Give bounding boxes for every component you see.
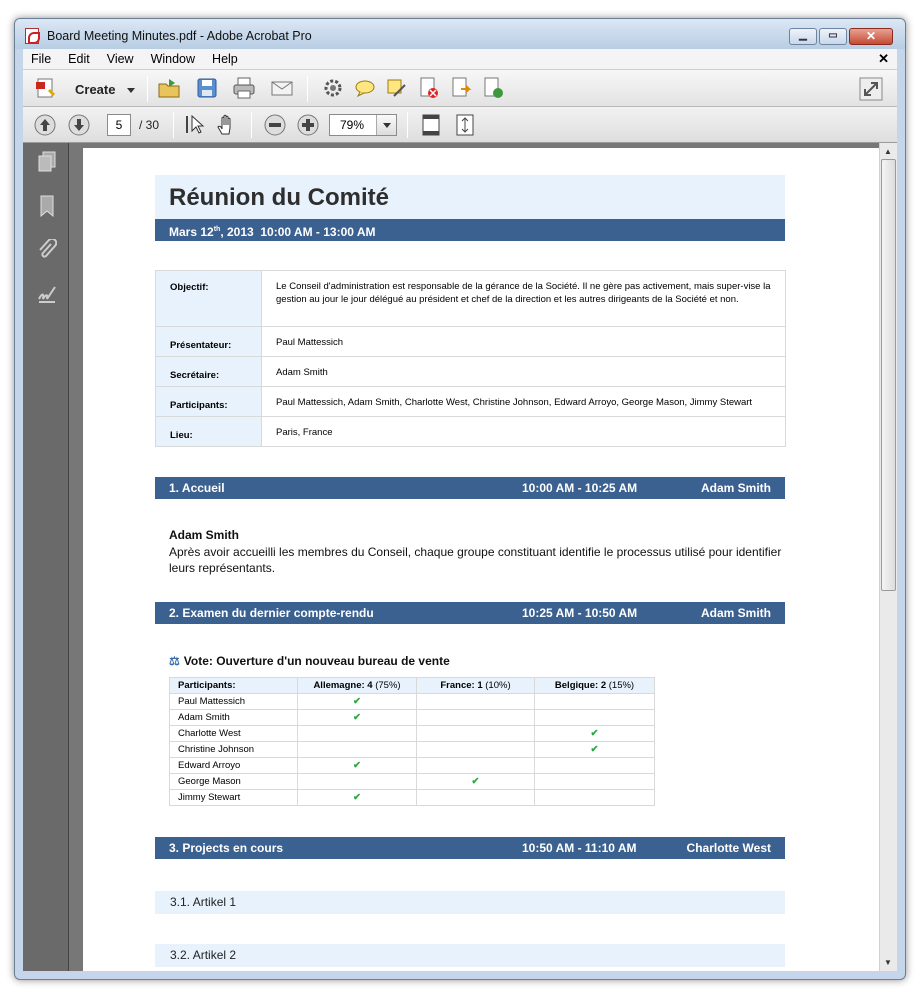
scrollbar-thumb[interactable] — [881, 159, 896, 591]
vote-row — [170, 742, 655, 758]
section-time: 10:25 AM - 10:50 AM — [522, 606, 638, 620]
menu-window[interactable]: Window — [150, 52, 196, 66]
vote-cell — [535, 774, 655, 790]
hand-tool-icon[interactable] — [215, 113, 239, 137]
vote-row — [170, 710, 655, 726]
meeting-date-suffix: th — [213, 226, 221, 233]
select-tool-icon[interactable] — [183, 113, 207, 137]
info-key: Participants: — [156, 387, 262, 417]
attachments-panel-icon[interactable] — [37, 239, 57, 261]
vote-participant: Charlotte West — [170, 726, 298, 742]
page-navigation-toolbar — [23, 107, 897, 143]
minimize-icon: ▁ — [799, 30, 807, 41]
section-presenter: Adam Smith — [700, 606, 771, 620]
create-pdf-icon[interactable] — [35, 76, 59, 100]
section-presenter: Charlotte West — [686, 841, 771, 855]
pdf-page — [83, 148, 879, 971]
vote-title: Vote: Ouverture d'un nouveau bureau de vente — [183, 654, 450, 668]
page-total: / 30 — [139, 118, 160, 132]
print-icon[interactable] — [232, 76, 256, 100]
vote-row — [170, 726, 655, 742]
vote-cell — [417, 742, 535, 758]
info-value: Paul Mattessich, Adam Smith, Charlotte West, Christine Johnson, Edward Arroyo, George Mason, Jimmy Stewart — [262, 387, 786, 417]
meeting-date-prefix: Mars 12 — [169, 225, 214, 239]
section-paragraph: Après avoir accueilli les membres du Conseil, chaque groupe constituant identifie le processus utilisé pour identifier leurs représentants. — [169, 545, 782, 575]
vote-header-cell — [417, 678, 535, 694]
vote-participant: Edward Arroyo — [170, 758, 298, 774]
bookmarks-panel-icon[interactable] — [37, 195, 57, 217]
menu-view[interactable]: View — [106, 52, 134, 66]
section-title: 3. Projects en cours — [169, 841, 284, 855]
document-title: Réunion du Comité — [155, 175, 785, 219]
menu-help[interactable]: Help — [212, 52, 238, 66]
vote-cell — [535, 694, 655, 710]
close-button[interactable] — [849, 28, 893, 45]
info-key: Objectif: — [156, 271, 262, 327]
create-dropdown-icon[interactable] — [127, 88, 135, 93]
meeting-info-table — [155, 270, 786, 447]
vote-participant: Christine Johnson — [170, 742, 298, 758]
meeting-date-bar — [155, 219, 785, 241]
scale-icon: ⚖ — [169, 654, 180, 668]
page-number-input[interactable]: 5 — [107, 114, 131, 136]
acrobat-window — [14, 18, 906, 980]
vote-column-percent: (10%) — [485, 680, 511, 691]
vote-cell — [298, 742, 417, 758]
next-page-icon[interactable] — [67, 113, 91, 137]
zoom-level-select[interactable] — [329, 114, 397, 136]
section-title: 1. Accueil — [169, 481, 225, 495]
check-icon: ✔ — [417, 774, 535, 790]
section-time: 10:00 AM - 10:25 AM — [522, 481, 638, 495]
vote-cell — [417, 710, 535, 726]
acrobat-app-icon — [25, 28, 39, 44]
menu-bar — [23, 49, 897, 69]
vote-cell — [535, 758, 655, 774]
vote-column-label: Belgique: 2 — [554, 680, 607, 691]
title-bar[interactable] — [15, 19, 905, 49]
create-button[interactable]: Create — [75, 82, 116, 97]
info-key: Présentateur: — [156, 327, 262, 357]
menu-file[interactable]: File — [31, 52, 52, 66]
sign-icon[interactable] — [385, 76, 409, 100]
section-bar — [155, 602, 785, 624]
info-value: Le Conseil d'administration est responsable de la gérance de la Société. Il ne gère pas activement, mais super-vise la gestion au jour le jour délégué au président et chef de la direction et les autres dirigeants de la Société et non. — [262, 271, 786, 327]
check-icon: ✔ — [298, 710, 417, 726]
vote-row — [170, 774, 655, 790]
previous-page-icon[interactable] — [33, 113, 57, 137]
comment-icon[interactable] — [353, 76, 377, 100]
menu-edit[interactable]: Edit — [68, 52, 90, 66]
vertical-scrollbar[interactable] — [879, 143, 897, 971]
vote-cell — [298, 726, 417, 742]
share-icon[interactable] — [481, 76, 505, 100]
email-icon[interactable] — [270, 76, 294, 100]
vote-participant: George Mason — [170, 774, 298, 790]
info-key: Secrétaire: — [156, 357, 262, 387]
zoom-value: 79% — [340, 118, 365, 132]
section-time: 10:50 AM - 11:10 AM — [522, 841, 637, 855]
subsection-item: 3.1. Artikel 1 — [155, 891, 785, 914]
window-title: Board Meeting Minutes.pdf - Adobe Acrobat Pro — [47, 29, 312, 43]
check-icon: ✔ — [298, 758, 417, 774]
maximize-button[interactable] — [819, 28, 847, 45]
section-presenter: Adam Smith — [700, 481, 771, 495]
vote-participant: Paul Mattessich — [170, 694, 298, 710]
minimize-button[interactable] — [789, 28, 817, 45]
gear-icon[interactable] — [321, 76, 345, 100]
maximize-icon: ▭ — [828, 30, 838, 41]
vote-header-cell — [535, 678, 655, 694]
pages-panel-icon[interactable] — [37, 151, 57, 173]
vote-cell — [417, 758, 535, 774]
info-value: Paul Mattessich — [262, 327, 786, 357]
info-key: Lieu: — [156, 417, 262, 447]
vote-row — [170, 758, 655, 774]
vote-row — [170, 694, 655, 710]
open-folder-icon[interactable] — [157, 76, 181, 100]
vote-row — [170, 790, 655, 806]
section-bar — [155, 837, 785, 859]
vote-table — [169, 677, 655, 806]
vote-cell — [298, 774, 417, 790]
expand-icon[interactable] — [859, 77, 883, 101]
section-bar — [155, 477, 785, 499]
vote-column-percent: (15%) — [608, 680, 635, 691]
close-icon: ✕ — [865, 29, 877, 43]
vote-header-participants: Participants: — [170, 678, 298, 694]
vote-participant: Adam Smith — [170, 710, 298, 726]
vote-column-label: Allemagne: 4 — [313, 680, 373, 691]
section-title: 2. Examen du dernier compte-rendu — [169, 606, 374, 620]
close-document-icon[interactable]: ✕ — [878, 51, 889, 66]
zoom-in-icon[interactable] — [296, 113, 320, 137]
redact-icon[interactable] — [417, 76, 441, 100]
save-icon[interactable] — [195, 76, 219, 100]
scrolling-mode-icon[interactable] — [419, 113, 443, 137]
document-view[interactable] — [69, 143, 879, 971]
vote-cell — [417, 790, 535, 806]
vote-participant: Jimmy Stewart — [170, 790, 298, 806]
vote-cell — [417, 726, 535, 742]
main-toolbar — [23, 69, 897, 107]
signatures-panel-icon[interactable] — [37, 283, 57, 305]
check-icon: ✔ — [298, 694, 417, 710]
speaker-name: Adam Smith — [169, 528, 240, 542]
vote-heading — [169, 654, 450, 668]
check-icon: ✔ — [298, 790, 417, 806]
vote-column-label: France: 1 — [440, 680, 483, 691]
vote-cell — [417, 694, 535, 710]
info-value: Adam Smith — [262, 357, 786, 387]
scroll-down-icon[interactable]: ▼ — [884, 958, 892, 967]
scroll-up-icon[interactable]: ▲ — [884, 147, 892, 156]
zoom-dropdown-button[interactable] — [376, 115, 396, 135]
vote-header-cell — [298, 678, 417, 694]
vote-column-percent: (75%) — [375, 680, 401, 691]
zoom-out-icon[interactable] — [263, 113, 287, 137]
fit-page-icon[interactable] — [453, 113, 477, 137]
check-icon: ✔ — [535, 742, 655, 758]
chevron-down-icon — [383, 123, 391, 128]
navigation-pane — [23, 143, 69, 971]
export-icon[interactable] — [449, 76, 473, 100]
subsection-item: 3.2. Artikel 2 — [155, 944, 785, 967]
vote-cell — [535, 790, 655, 806]
vote-cell — [535, 710, 655, 726]
check-icon: ✔ — [535, 726, 655, 742]
meeting-date-time: , 2013 10:00 AM - 13:00 AM — [220, 225, 376, 239]
info-value: Paris, France — [262, 417, 786, 447]
